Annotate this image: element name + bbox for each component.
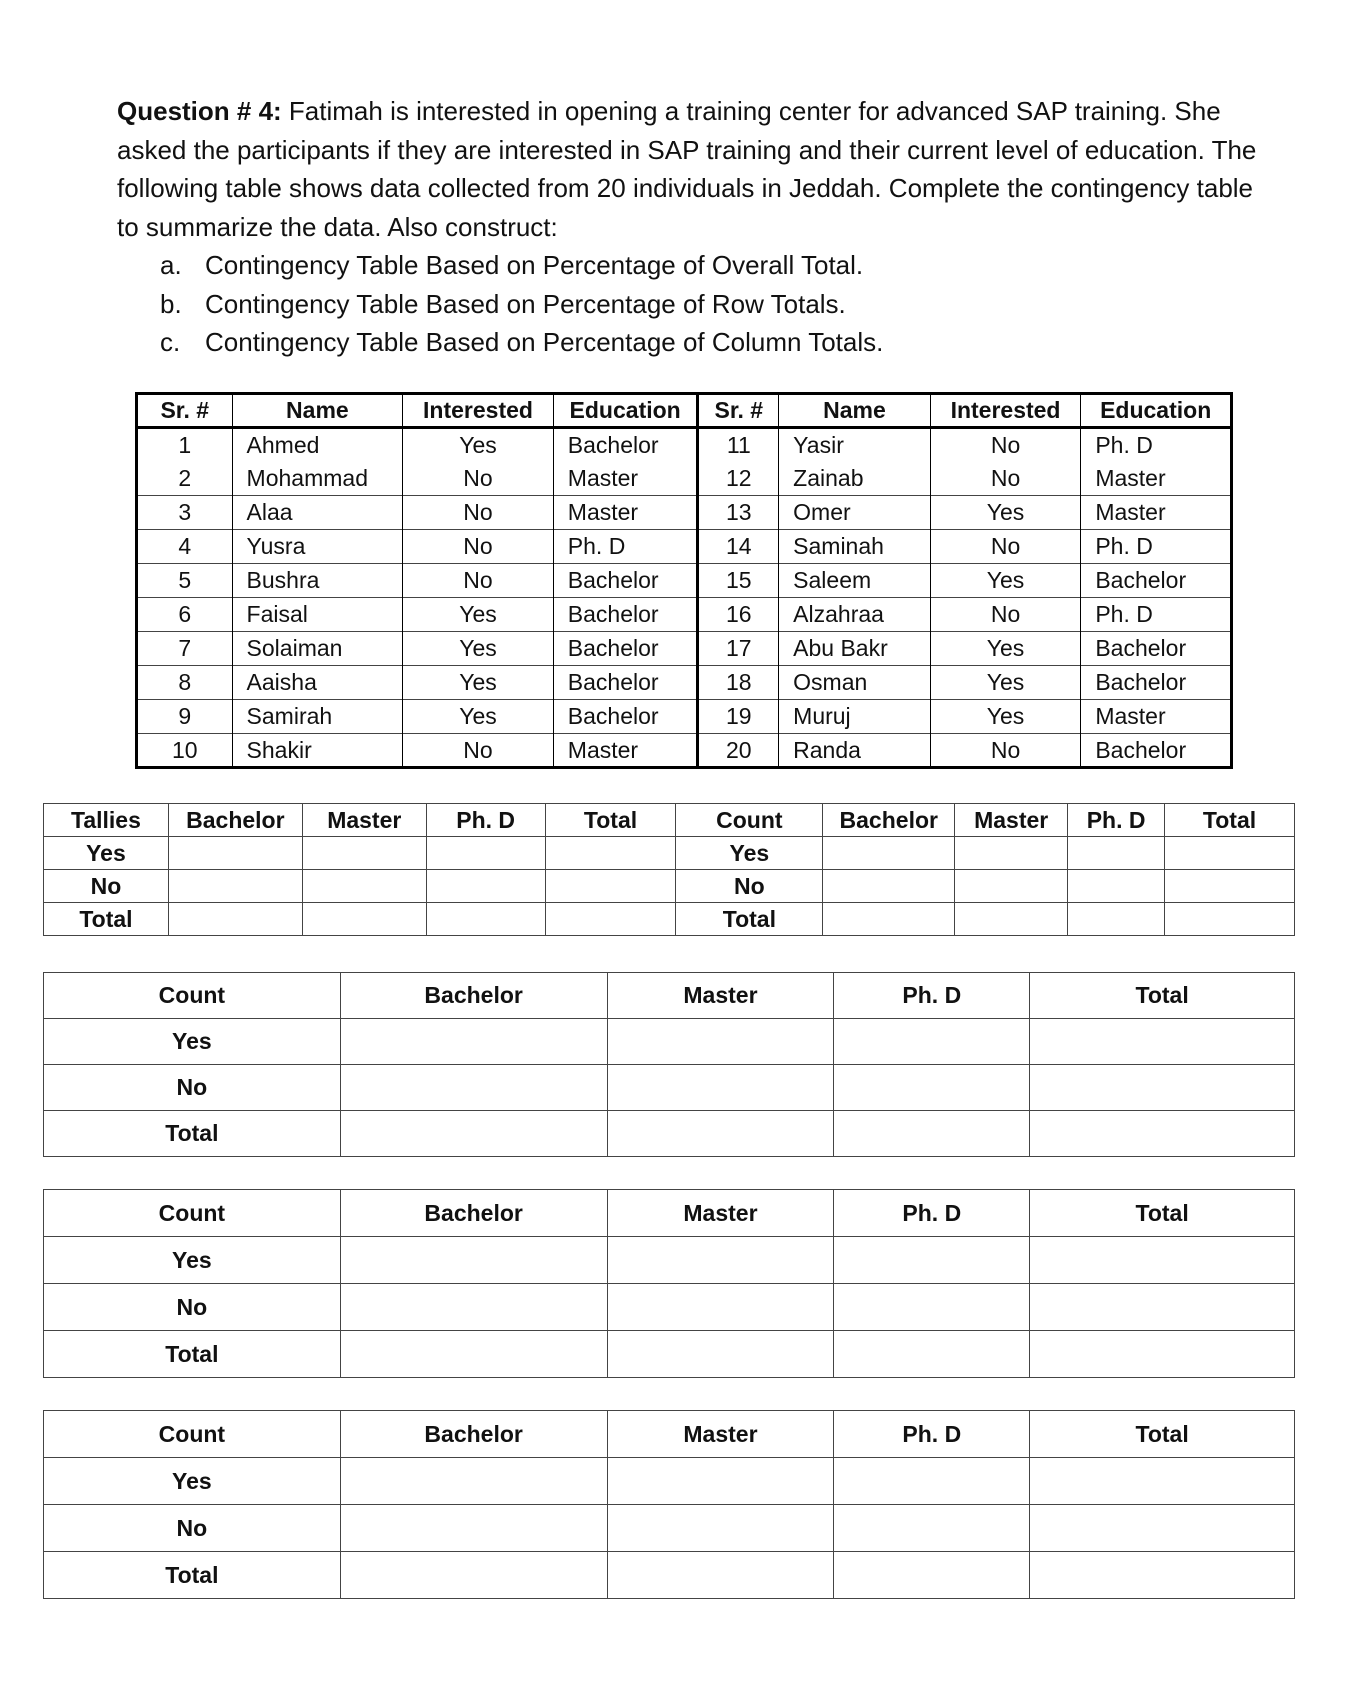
data-cell: Master <box>553 734 698 768</box>
data-cell: No <box>930 462 1081 496</box>
tally-header-cell: Bachelor <box>168 804 302 837</box>
blank-entry-cell[interactable] <box>834 1065 1030 1111</box>
data-cell: 1 <box>137 428 233 462</box>
blank-entry-cell[interactable] <box>1165 870 1295 903</box>
question-item-b <box>160 285 1257 324</box>
grid-row <box>44 1552 1295 1599</box>
data-cell: Yes <box>403 700 554 734</box>
tally-header-cell: Master <box>955 804 1068 837</box>
data-row <box>137 734 1232 768</box>
grid-header-cell: Ph. D <box>834 973 1030 1019</box>
blank-entry-cell[interactable] <box>1165 837 1295 870</box>
blank-entry-cell[interactable] <box>834 1552 1030 1599</box>
data-cell: No <box>930 428 1081 462</box>
question-items <box>117 246 1257 362</box>
grid-header-cell: Bachelor <box>340 973 607 1019</box>
blank-entry-cell[interactable] <box>607 1019 834 1065</box>
data-cell: 10 <box>137 734 233 768</box>
tally-header-cell: Total <box>545 804 676 837</box>
blank-entry-cell[interactable] <box>955 903 1068 936</box>
blank-entry-cell[interactable] <box>340 1552 607 1599</box>
data-cell: Master <box>553 496 698 530</box>
data-row <box>137 598 1232 632</box>
data-cell: Shakir <box>232 734 403 768</box>
blank-entry-cell[interactable] <box>955 837 1068 870</box>
blank-entry-cell[interactable] <box>607 1505 834 1552</box>
data-cell: Yes <box>930 496 1081 530</box>
blank-entry-cell[interactable] <box>168 870 302 903</box>
blank-entry-cell[interactable] <box>834 1019 1030 1065</box>
data-cell: Yusra <box>232 530 403 564</box>
tally-header-cell: Bachelor <box>823 804 955 837</box>
tally-row <box>44 837 1295 870</box>
data-cell: 11 <box>698 428 779 462</box>
blank-entry-cell[interactable] <box>1030 1237 1295 1284</box>
tally-header-cell: Ph. D <box>426 804 545 837</box>
data-cell: Ph. D <box>553 530 698 564</box>
participants-data-table <box>135 392 1233 769</box>
blank-entry-cell[interactable] <box>607 1237 834 1284</box>
data-cell: 12 <box>698 462 779 496</box>
data-cell: 17 <box>698 632 779 666</box>
tally-row-label: No <box>44 870 169 903</box>
data-cell: Osman <box>779 666 931 700</box>
data-cell: 15 <box>698 564 779 598</box>
data-cell: 5 <box>137 564 233 598</box>
item-mark: c. <box>160 327 181 357</box>
data-cell: Ph. D <box>1081 428 1232 462</box>
data-cell: Omer <box>779 496 931 530</box>
data-cell: 13 <box>698 496 779 530</box>
blank-entry-cell[interactable] <box>1030 1552 1295 1599</box>
data-cell: 3 <box>137 496 233 530</box>
blank-entry-cell[interactable] <box>955 870 1068 903</box>
data-cell: Ahmed <box>232 428 403 462</box>
data-cell: Solaiman <box>232 632 403 666</box>
data-cell: Bachelor <box>553 428 698 462</box>
grid-row <box>44 1331 1295 1378</box>
data-cell: Yes <box>403 428 554 462</box>
data-cell: Bachelor <box>1081 666 1232 700</box>
data-cell: Master <box>1081 462 1232 496</box>
blank-entry-cell[interactable] <box>607 1065 834 1111</box>
blank-entry-cell[interactable] <box>607 1111 834 1157</box>
header-cell: Sr. # <box>698 394 779 428</box>
tally-header-row <box>44 804 1295 837</box>
grid-row-label: No <box>44 1284 341 1331</box>
blank-entry-cell[interactable] <box>834 1505 1030 1552</box>
data-cell: 19 <box>698 700 779 734</box>
blank-entry-cell[interactable] <box>302 903 426 936</box>
tallies-count-table <box>43 803 1295 936</box>
blank-entry-cell[interactable] <box>340 1458 607 1505</box>
blank-entry-cell[interactable] <box>834 1284 1030 1331</box>
grid-row-label: No <box>44 1065 341 1111</box>
grid-header-row <box>44 1190 1295 1237</box>
grid-row <box>44 1237 1295 1284</box>
grid-header-cell: Master <box>607 1411 834 1458</box>
data-cell: Yes <box>930 700 1081 734</box>
grid-row <box>44 1505 1295 1552</box>
question-item-a <box>160 246 1257 285</box>
data-cell: 16 <box>698 598 779 632</box>
data-cell: Alaa <box>232 496 403 530</box>
grid-header-cell: Total <box>1030 973 1295 1019</box>
data-cell: 20 <box>698 734 779 768</box>
data-cell: Aaisha <box>232 666 403 700</box>
tally-header-cell: Master <box>302 804 426 837</box>
header-cell: Education <box>553 394 698 428</box>
data-row <box>137 700 1232 734</box>
data-cell: 9 <box>137 700 233 734</box>
blank-entry-cell[interactable] <box>340 1065 607 1111</box>
data-cell: Master <box>553 462 698 496</box>
grid-header-cell: Total <box>1030 1190 1295 1237</box>
blank-entry-cell[interactable] <box>607 1331 834 1378</box>
data-cell: No <box>930 598 1081 632</box>
data-cell: No <box>930 530 1081 564</box>
blank-entry-cell[interactable] <box>545 903 676 936</box>
data-cell: 8 <box>137 666 233 700</box>
data-cell: 6 <box>137 598 233 632</box>
header-cell: Name <box>232 394 403 428</box>
data-cell: 7 <box>137 632 233 666</box>
blank-entry-cell[interactable] <box>426 903 545 936</box>
contingency-grid-overall <box>43 972 1295 1157</box>
data-cell: Abu Bakr <box>779 632 931 666</box>
blank-entry-cell[interactable] <box>426 870 545 903</box>
grid-row-label: Total <box>44 1552 341 1599</box>
item-text: Contingency Table Based on Percentage of Row Totals. <box>205 288 846 319</box>
data-cell: Randa <box>779 734 931 768</box>
blank-entry-cell[interactable] <box>302 870 426 903</box>
blank-entry-cell[interactable] <box>607 1284 834 1331</box>
blank-entry-cell[interactable] <box>302 837 426 870</box>
data-row <box>137 632 1232 666</box>
blank-entry-cell[interactable] <box>834 1331 1030 1378</box>
data-cell: Bachelor <box>1081 632 1232 666</box>
data-cell: Yes <box>930 564 1081 598</box>
tally-row-label: Yes <box>44 837 169 870</box>
data-cell: Bachelor <box>553 666 698 700</box>
question-item-c <box>160 323 1257 362</box>
item-mark: a. <box>160 250 182 280</box>
data-cell: Bushra <box>232 564 403 598</box>
data-header-row <box>137 394 1232 428</box>
blank-entry-cell[interactable] <box>1030 1505 1295 1552</box>
data-cell: No <box>403 496 554 530</box>
grid-header-cell: Count <box>44 1411 341 1458</box>
data-cell: Mohammad <box>232 462 403 496</box>
data-cell: Saminah <box>779 530 931 564</box>
data-cell: Master <box>1081 496 1232 530</box>
grid-row-label: Total <box>44 1111 341 1157</box>
data-cell: Bachelor <box>553 564 698 598</box>
count-row-label: Yes <box>676 837 823 870</box>
data-cell: Zainab <box>779 462 931 496</box>
item-mark: b. <box>160 288 182 319</box>
count-row-label: Total <box>676 903 823 936</box>
question-text <box>117 92 1257 246</box>
grid-row <box>44 1284 1295 1331</box>
data-row <box>137 564 1232 598</box>
data-row <box>137 496 1232 530</box>
data-cell: Bachelor <box>553 598 698 632</box>
grid-header-cell: Total <box>1030 1411 1295 1458</box>
data-cell: Bachelor <box>1081 564 1232 598</box>
blank-entry-cell[interactable] <box>1068 837 1165 870</box>
grid-row <box>44 1019 1295 1065</box>
grid-header-cell: Master <box>607 973 834 1019</box>
data-cell: Ph. D <box>1081 598 1232 632</box>
blank-entry-cell[interactable] <box>340 1284 607 1331</box>
tally-row <box>44 870 1295 903</box>
blank-entry-cell[interactable] <box>1030 1284 1295 1331</box>
contingency-grid-row-totals <box>43 1189 1295 1378</box>
data-cell: Yasir <box>779 428 931 462</box>
data-row <box>137 462 1232 496</box>
blank-entry-cell[interactable] <box>340 1111 607 1157</box>
question-body: Fatimah is interested in opening a training center for advanced SAP training. She asked the participants if they are interested in SAP training and their current level of education. The following table shows data collected from 20 individuals in Jeddah. Complete the contingency table to summarize the data. Also construct: <box>117 96 1257 242</box>
data-cell: Yes <box>403 598 554 632</box>
blank-entry-cell[interactable] <box>426 837 545 870</box>
grid-row-label: Total <box>44 1331 341 1378</box>
grid-header-cell: Count <box>44 973 341 1019</box>
grid-header-row <box>44 1411 1295 1458</box>
item-text: Contingency Table Based on Percentage of Column Totals. <box>205 327 884 357</box>
header-cell: Interested <box>930 394 1081 428</box>
blank-entry-cell[interactable] <box>823 870 955 903</box>
data-cell: Bachelor <box>553 632 698 666</box>
data-cell: 2 <box>178 464 192 491</box>
grid-row <box>44 1111 1295 1157</box>
blank-entry-cell[interactable] <box>1068 870 1165 903</box>
grid-row <box>44 1065 1295 1111</box>
grid-header-cell: Master <box>607 1190 834 1237</box>
data-cell: No <box>403 734 554 768</box>
item-text: Contingency Table Based on Percentage of Overall Total. <box>205 250 864 280</box>
question-label: Question # 4: <box>117 96 282 126</box>
blank-entry-cell[interactable] <box>823 903 955 936</box>
tally-header-cell: Count <box>676 804 823 837</box>
data-cell: 4 <box>137 530 233 564</box>
data-cell: No <box>403 564 554 598</box>
data-cell: Yes <box>930 632 1081 666</box>
grid-row-label: Yes <box>44 1237 341 1284</box>
blank-entry-cell[interactable] <box>340 1331 607 1378</box>
header-cell: Name <box>779 394 931 428</box>
blank-entry-cell[interactable] <box>545 837 676 870</box>
data-cell: Bachelor <box>553 700 698 734</box>
data-cell: Bachelor <box>1081 734 1232 768</box>
blank-entry-cell[interactable] <box>1030 1019 1295 1065</box>
grid-header-row <box>44 973 1295 1019</box>
data-cell: Alzahraa <box>779 598 931 632</box>
blank-entry-cell[interactable] <box>823 837 955 870</box>
blank-entry-cell[interactable] <box>607 1552 834 1599</box>
grid-header-cell: Bachelor <box>340 1411 607 1458</box>
blank-entry-cell[interactable] <box>545 870 676 903</box>
data-cell: Saleem <box>779 564 931 598</box>
count-row-label: No <box>676 870 823 903</box>
blank-entry-cell[interactable] <box>1068 903 1165 936</box>
blank-entry-cell[interactable] <box>340 1505 607 1552</box>
data-cell: Yes <box>930 666 1081 700</box>
data-table-body <box>137 428 1232 768</box>
data-cell: No <box>403 462 554 496</box>
blank-entry-cell[interactable] <box>168 903 302 936</box>
data-cell: Yes <box>403 632 554 666</box>
data-cell: Samirah <box>232 700 403 734</box>
blank-entry-cell[interactable] <box>834 1111 1030 1157</box>
grid-row-label: Yes <box>44 1019 341 1065</box>
data-cell: Muruj <box>779 700 931 734</box>
blank-entry-cell[interactable] <box>1165 903 1295 936</box>
blank-entry-cell[interactable] <box>607 1458 834 1505</box>
header-cell: Education <box>1081 394 1232 428</box>
grid-header-cell: Ph. D <box>834 1411 1030 1458</box>
blank-entry-cell[interactable] <box>1030 1458 1295 1505</box>
blank-entry-cell[interactable] <box>168 837 302 870</box>
data-cell: Faisal <box>232 598 403 632</box>
blank-entry-cell[interactable] <box>834 1458 1030 1505</box>
grid-header-cell: Ph. D <box>834 1190 1030 1237</box>
data-cell: Yes <box>403 666 554 700</box>
header-cell: Interested <box>403 394 554 428</box>
data-cell: No <box>930 734 1081 768</box>
data-row <box>137 428 1232 462</box>
tally-table-body <box>44 837 1295 936</box>
tally-header-cell: Ph. D <box>1068 804 1165 837</box>
grid-header-cell: Bachelor <box>340 1190 607 1237</box>
blank-entry-cell[interactable] <box>1030 1331 1295 1378</box>
data-cell: 14 <box>698 530 779 564</box>
blank-entry-cell[interactable] <box>340 1019 607 1065</box>
data-cell: 18 <box>698 666 779 700</box>
data-row <box>137 530 1232 564</box>
grid-row <box>44 1458 1295 1505</box>
grid-row-label: No <box>44 1505 341 1552</box>
question-block <box>117 92 1257 362</box>
blank-entry-cell[interactable] <box>1030 1065 1295 1111</box>
header-cell: Sr. # <box>137 394 233 428</box>
grid-row-label: Yes <box>44 1458 341 1505</box>
tally-row-label: Total <box>44 903 169 936</box>
data-cell: Ph. D <box>1081 530 1232 564</box>
data-row <box>137 666 1232 700</box>
tally-header-cell: Tallies <box>44 804 169 837</box>
data-cell: Master <box>1081 700 1232 734</box>
blank-entry-cell[interactable] <box>834 1237 1030 1284</box>
blank-entry-cell[interactable] <box>1030 1111 1295 1157</box>
blank-entry-cell[interactable] <box>340 1237 607 1284</box>
grid-header-cell: Count <box>44 1190 341 1237</box>
tally-header-cell: Total <box>1165 804 1295 837</box>
tally-row <box>44 903 1295 936</box>
contingency-grid-column-totals <box>43 1410 1295 1599</box>
data-cell: No <box>403 530 554 564</box>
